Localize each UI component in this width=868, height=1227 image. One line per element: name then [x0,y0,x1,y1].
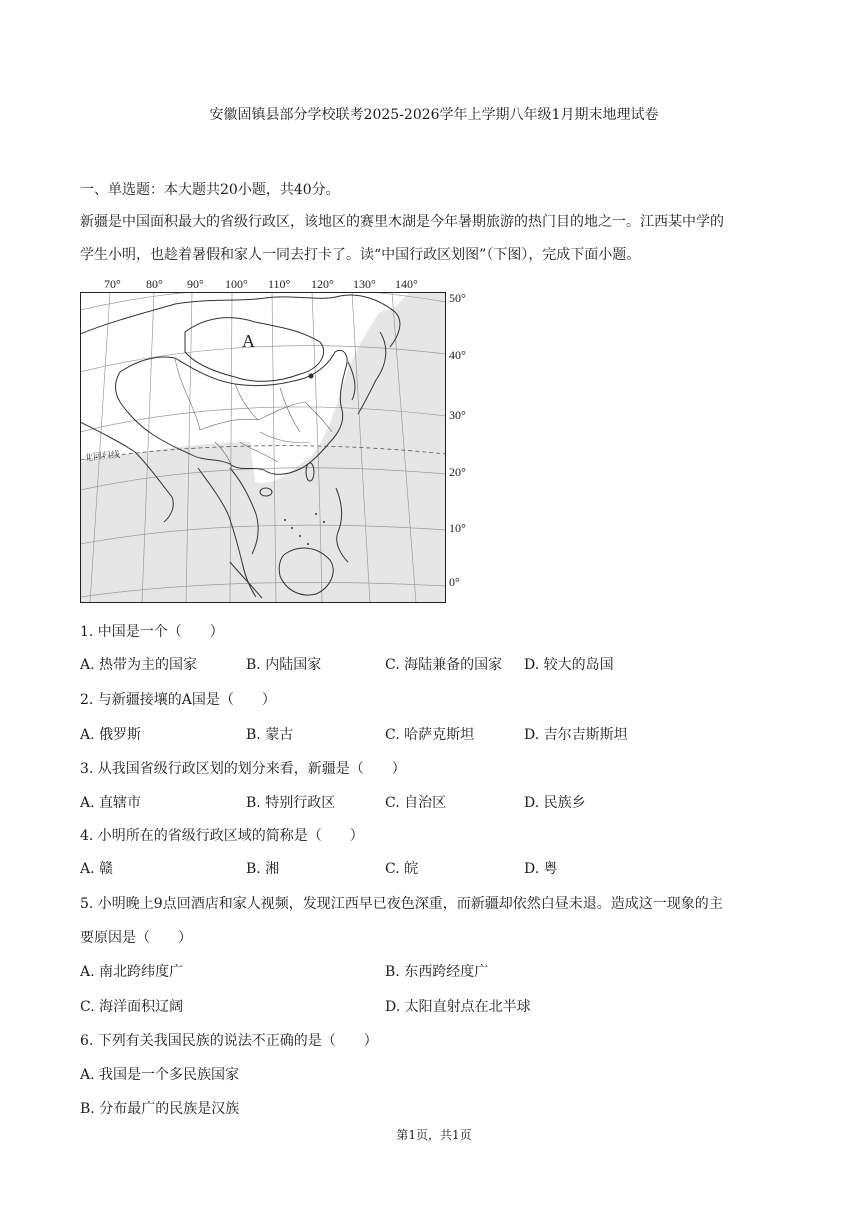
lon-label: 140° [395,277,418,291]
lat-label: 40° [449,348,466,362]
lon-label: 130° [353,277,376,291]
intro-line-2: 学生小明，也趁着暑假和家人一同去打卡了。读“中国行政区划图”（下图），完成下面小题。 [80,247,641,263]
exam-title: 安徽固镇县部分学校联考2025-2026学年上学期八年级1月期末地理试卷 [209,107,659,123]
question-1-option-b[interactable]: B. 内陆国家 [246,657,322,673]
lat-label: 10° [449,521,466,535]
question-1-option-c[interactable]: C. 海陆兼备的国家 [385,657,503,673]
question-4-option-a[interactable]: A. 赣 [80,861,114,877]
question-5-stem-line-1: 5. 小明晚上9点回酒店和家人视频，发现江西早已夜色深重，而新疆却依然白昼未退。造成这一现象的主 [80,896,723,912]
lat-label: 30° [449,408,466,422]
country-label-a: A [242,331,255,351]
lon-label: 100° [225,277,248,291]
question-1-stem: 1. 中国是一个（ ） [80,624,224,640]
question-2-option-a[interactable]: A. 俄罗斯 [80,727,142,743]
question-3-option-c[interactable]: C. 自治区 [385,795,447,811]
tropic-label: 北回归线 [83,450,121,464]
question-2-option-c[interactable]: C. 哈萨克斯坦 [385,727,475,743]
question-3-option-b[interactable]: B. 特别行政区 [246,795,336,811]
question-5-stem-line-2: 要原因是（ ） [80,930,192,946]
question-5-option-d[interactable]: D. 太阳直射点在北半球 [385,999,531,1015]
lon-label: 80° [146,277,163,291]
lon-label: 120° [311,277,334,291]
question-4-option-b[interactable]: B. 湘 [246,861,280,877]
question-5-option-a[interactable]: A. 南北跨纬度广 [80,964,184,980]
question-6-option-a[interactable]: A. 我国是一个多民族国家 [80,1067,240,1083]
question-1-option-d[interactable]: D. 较大的岛国 [524,657,614,673]
question-3-stem: 3. 从我国省级行政区划的划分来看，新疆是（ ） [80,761,406,777]
sea-area-north [342,292,446,387]
lat-label: 50° [449,291,466,305]
question-3-option-d[interactable]: D. 民族乡 [524,795,586,811]
question-5-option-b[interactable]: B. 东西跨经度广 [385,964,489,980]
question-4-option-d[interactable]: D. 粤 [524,861,558,877]
lon-label: 110° [268,277,291,291]
lon-label: 90° [187,277,204,291]
lat-label: 0° [449,575,460,589]
china-administrative-map [80,292,446,603]
question-5-option-c[interactable]: C. 海洋面积辽阔 [80,999,184,1015]
section-heading: 一、单选题：本大题共20小题，共40分。 [80,182,340,198]
question-3-option-a[interactable]: A. 直辖市 [80,795,142,811]
question-2-option-b[interactable]: B. 蒙古 [246,727,294,743]
question-4-option-c[interactable]: C. 皖 [385,861,419,877]
question-4-stem: 4. 小明所在的省级行政区域的简称是（ ） [80,828,364,844]
page-footer: 第1页，共1页 [396,1128,472,1142]
intro-line-1: 新疆是中国面积最大的省级行政区，该地区的赛里木湖是今年暑期旅游的热门目的地之一。江西某中学的 [80,214,724,230]
question-6-option-b[interactable]: B. 分布最广的民族是汉族 [80,1101,240,1117]
question-1-option-a[interactable]: A. 热带为主的国家 [80,657,198,673]
capital-marker [309,374,314,379]
question-6-stem: 6. 下列有关我国民族的说法不正确的是（ ） [80,1033,378,1049]
lat-label: 20° [449,465,466,479]
question-2-stem: 2. 与新疆接壤的A国是（ ） [80,692,276,708]
lon-label: 70° [104,277,121,291]
question-2-option-d[interactable]: D. 吉尔吉斯斯坦 [524,727,628,743]
